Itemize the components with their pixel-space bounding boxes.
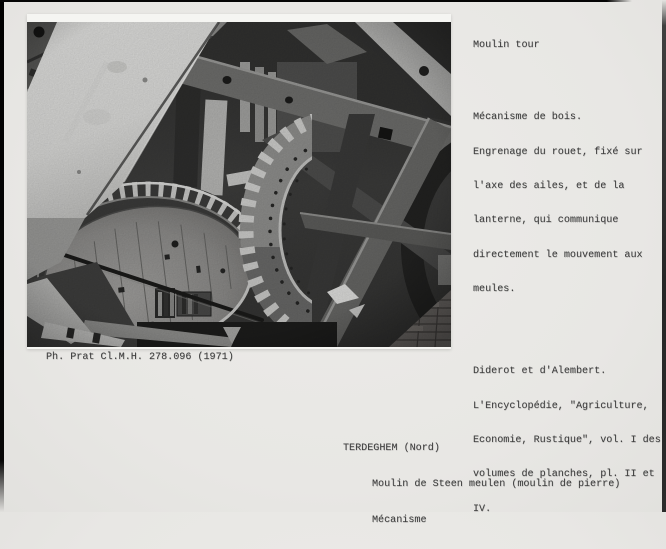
source-line: Diderot et d'Alembert. [473, 366, 607, 378]
photo-title: Moulin tour [473, 39, 540, 51]
location-detail: Moulin de Steen meulen (moulin de pierre) [372, 479, 621, 490]
location-heading: TERDEGHEM (Nord) [343, 443, 440, 454]
description-line: meules. [473, 283, 516, 295]
description-line: lanterne, qui communique [473, 215, 619, 227]
source-line: L'Encyclopédie, "Agriculture, [473, 400, 649, 412]
location-block [343, 419, 620, 539]
description-line: directement le mouvement aux [473, 249, 643, 261]
description-line: Engrenage du rouet, fixé sur [473, 146, 643, 158]
photo-credit: Ph. Prat Cl.M.H. 278.096 (1971) [46, 352, 234, 363]
photo-print [27, 14, 451, 349]
description-line: Mécanisme de bois. [473, 112, 583, 124]
source-line: IV. [473, 503, 492, 515]
description-line: l'axe des ailes, et de la [473, 180, 625, 192]
source-line: volumes de planches, pl. II et [473, 469, 655, 481]
scan-edge-top [0, 0, 632, 2]
location-subject: Mécanisme [372, 515, 427, 526]
film-grain [27, 22, 451, 347]
source-line: Economie, Rustique", vol. I des [473, 434, 661, 446]
scan-edge-left [0, 0, 4, 512]
photo-description [473, 89, 666, 318]
photograph [27, 22, 451, 347]
